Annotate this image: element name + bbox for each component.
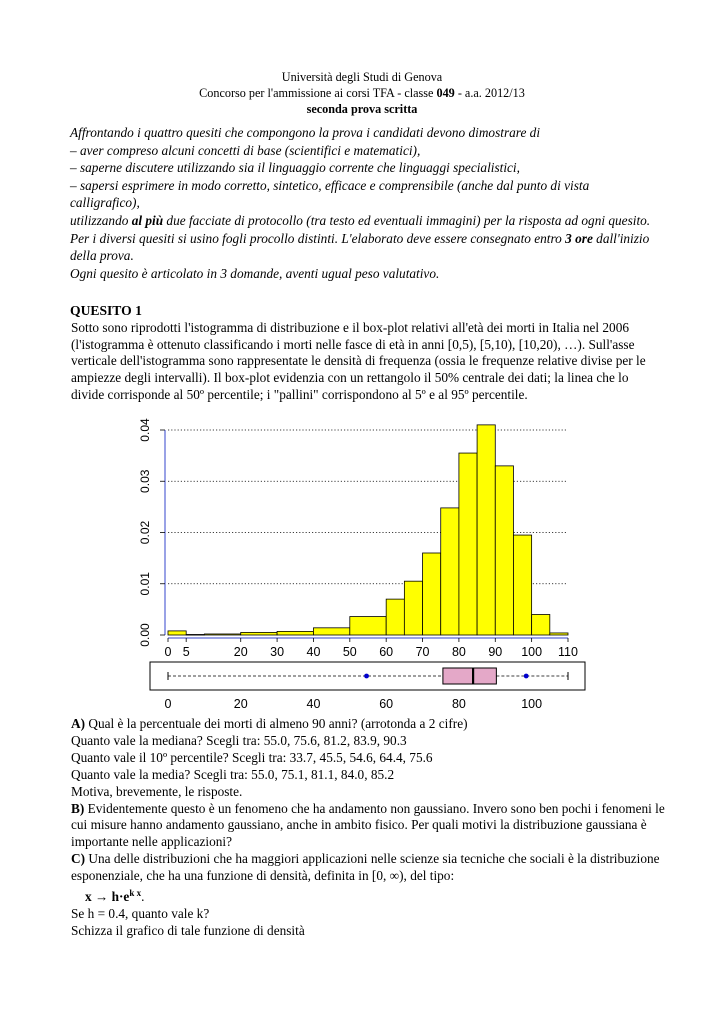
boxplot-x-tick-label: 60	[379, 697, 394, 711]
histogram-boxplot-figure	[130, 418, 590, 714]
formula	[71, 885, 671, 906]
header-concorso-pre: Concorso per l'ammissione ai corsi TFA - classe	[199, 86, 437, 100]
boxplot-box	[443, 668, 496, 684]
part-c	[71, 851, 671, 885]
part-b-text: Evidentemente questo è un fenomeno che ha andamento non gaussiano. Invero sono ben pochi i fenomeni le cui misure hanno andamento gaussiano, anche in ambito fisico. Per quali motivi la distribuzione gaussiana è importante nelle applicazioni?	[71, 800, 665, 850]
histogram-bar	[241, 632, 277, 635]
x-tick-label: 110	[558, 645, 578, 659]
histogram-bar	[423, 553, 441, 635]
y-tick-label: 0.00	[138, 623, 152, 647]
part-c-label: C)	[71, 851, 86, 867]
formula-lhs: x → h·e	[85, 889, 130, 905]
part-a-percentile: Quanto vale il 10º percentile? Scegli tra: 33.7, 45.5, 54.6, 64.4, 75.6	[71, 749, 433, 765]
instructions-p7: Ogni quesito è articolato in 3 domande, aventi ugual peso valutativo.	[70, 265, 440, 281]
instructions-p3: – saperne discutere utilizzando sia il linguaggio corrente che linguaggi specialistici,	[70, 160, 520, 176]
header-concorso	[0, 86, 724, 101]
question-title: QUESITO 1	[70, 303, 142, 318]
instructions-p5	[70, 212, 655, 230]
part-a-mean: Quanto vale la media? Scegli tra: 55.0, 75.1, 81.1, 84.0, 85.2	[71, 766, 395, 782]
x-tick-label: 30	[270, 645, 285, 659]
histogram-bar	[168, 631, 186, 635]
instructions-p5-bold: al più	[131, 212, 164, 228]
histogram-bar	[186, 634, 204, 635]
part-a	[71, 716, 671, 733]
x-tick-label: 70	[415, 645, 430, 659]
formula-end: .	[141, 889, 145, 905]
boxplot-x-tick-label: 100	[521, 697, 543, 711]
formula-exponent: k x	[129, 888, 142, 899]
x-tick-label: 100	[521, 645, 543, 659]
y-tick-label: 0.03	[138, 469, 152, 493]
x-tick-label: 20	[233, 645, 248, 659]
part-c-question: Se h = 0.4, quanto vale k?	[71, 905, 210, 921]
part-a-median: Quanto vale la mediana? Scegli tra: 55.0, 75.6, 81.2, 83.9, 90.3	[71, 732, 407, 748]
x-tick-label: 90	[488, 645, 503, 659]
histogram-bar	[386, 599, 404, 635]
x-tick-label: 0	[164, 645, 172, 659]
instructions-p5-pre: utilizzando	[70, 212, 132, 228]
instructions-p6-post: dall'inizio della prova.	[70, 230, 650, 264]
histogram-bar	[459, 453, 477, 635]
y-tick-label: 0.02	[138, 520, 152, 545]
histogram-bar	[204, 634, 240, 635]
boxplot-x-tick-label: 20	[233, 697, 248, 711]
histogram-bar	[495, 466, 513, 635]
part-b-label: B)	[71, 800, 85, 816]
histogram-bar	[350, 617, 386, 635]
header-subtitle: seconda prova scritta	[306, 102, 418, 116]
histogram-bar	[513, 535, 531, 635]
boxplot-x-tick-label: 0	[164, 697, 172, 711]
part-c-sketch: Schizza il grafico di tale funzione di densità	[71, 922, 305, 938]
question-body: Sotto sono riprodotti l'istogramma di distribuzione e il box-plot relativi all'età dei morti in Italia nel 2006 (l'istogramma è ottenuto classificando i morti nelle fasce di età in anni [0,5), [5,10), [10,20), …). Sull'asse verticale dell'istogramma sono rappresentate le densità di frequenza (ossia le frequenze relative divise per le ampiezze degli intervalli). Il box-plot evidenzia con un rettangolo il 50% centrale dei dati; la linea che lo divide corrisponde al 50º percentile; i "pallini" corrispondono al 5º e al 95º percentile.	[71, 320, 646, 402]
instructions-p4: – sapersi esprimere in modo corretto, sintetico, efficace e comprensibile (anche dal punto di vista calligrafico),	[70, 177, 590, 211]
instructions	[70, 124, 655, 282]
boxplot-p5-dot	[364, 674, 369, 679]
histogram-bar	[313, 628, 349, 635]
header-university: Università degli Studi di Genova	[281, 70, 443, 84]
histogram-bar	[532, 615, 550, 636]
x-tick-label: 80	[451, 645, 466, 659]
part-a-text: Qual è la percentuale dei morti di almeno 90 anni? (arrotonda a 2 cifre)	[85, 716, 468, 731]
header-concorso-post: - a.a. 2012/13	[454, 86, 525, 100]
histogram-bar	[477, 425, 495, 635]
instructions-p1: Affrontando i quattro quesiti che compongono la prova i candidati devono dimostrare di	[70, 125, 541, 140]
x-tick-label: 5	[182, 645, 190, 659]
histogram-bar	[404, 581, 422, 635]
histogram-bar	[441, 508, 459, 635]
part-b	[71, 801, 671, 852]
x-tick-label: 60	[379, 645, 394, 659]
histogram-bar	[550, 633, 568, 635]
boxplot-p95-dot	[524, 674, 529, 679]
part-c-text: Una delle distribuzioni che ha maggiori applicazioni nelle scienze sia tecniche che sociali è la distribuzione esponenziale, che ha una funzione di densità, definita in [0, ∞), del tipo:	[71, 851, 660, 884]
y-tick-label: 0.04	[138, 418, 152, 442]
x-tick-label: 50	[342, 645, 357, 659]
boxplot-x-tick-label: 80	[451, 697, 466, 711]
boxplot-x-tick-label: 40	[306, 697, 321, 711]
instructions-p6-pre: Per i diversi quesiti si usino fogli procollo distinti. L'elaborato deve essere consegnato entro	[70, 230, 566, 246]
x-tick-label: 40	[306, 645, 321, 659]
question-parts	[71, 716, 671, 940]
y-tick-label: 0.01	[138, 572, 152, 596]
part-a-label: A)	[71, 716, 86, 731]
histogram-bar	[277, 631, 313, 635]
instructions-p6	[70, 230, 655, 265]
instructions-p2: – aver compreso alcuni concetti di base (scientifici e matematici),	[70, 142, 421, 158]
part-a-motivation: Motiva, brevemente, le risposte.	[71, 783, 243, 799]
instructions-p6-bold: 3 ore	[565, 230, 593, 246]
instructions-p5-post: due facciate di protocollo (tra testo ed eventuali immagini) per la risposta ad ogni quesito.	[163, 212, 651, 228]
header-class-code: 049	[436, 86, 455, 100]
